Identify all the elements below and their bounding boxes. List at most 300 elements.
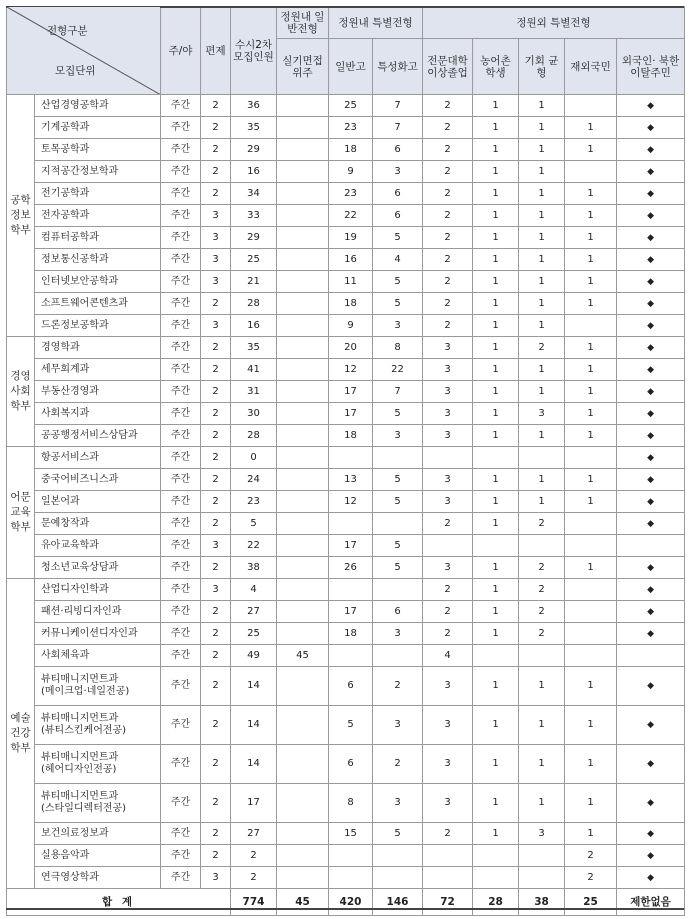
day-night-cell: 주간 <box>161 117 201 139</box>
quota-cell: 16 <box>231 161 277 183</box>
table-row <box>7 867 685 889</box>
department-name: 인터넷보안공학과 <box>41 275 119 287</box>
foreigner-cell: ◆ <box>617 293 685 315</box>
opportunity-cell: 1 <box>519 381 565 403</box>
college-grad-cell: 4 <box>423 645 473 667</box>
table-row <box>7 784 685 823</box>
quota-cell: 5 <box>231 513 277 535</box>
department-name: 경영학과 <box>41 341 80 353</box>
overseas-cell: 1 <box>565 205 617 227</box>
vocational-hs-cell <box>373 867 423 889</box>
overseas-cell <box>565 315 617 337</box>
department-name: 세무회계과 <box>41 363 90 375</box>
day-night-cell: 주간 <box>161 784 201 823</box>
quota-cell: 36 <box>231 95 277 117</box>
foreigner-cell: ◆ <box>617 139 685 161</box>
department-major: (스타일디렉터전공) <box>41 803 127 814</box>
opportunity-cell: 1 <box>519 491 565 513</box>
general-cell <box>277 557 329 579</box>
day-night-cell: 주간 <box>161 139 201 161</box>
regular-hs-cell: 17 <box>329 601 373 623</box>
rural-cell: 1 <box>473 513 519 535</box>
rural-cell: 1 <box>473 381 519 403</box>
general-cell <box>277 784 329 823</box>
department-name: 뷰티매니지먼트과 <box>41 752 119 763</box>
department-cell <box>35 293 161 315</box>
general-cell <box>277 706 329 745</box>
department-cell <box>35 403 161 425</box>
admission-quota-table <box>6 6 685 916</box>
college-grad-cell: 2 <box>423 601 473 623</box>
quota-cell: 14 <box>231 745 277 784</box>
table-row <box>7 205 685 227</box>
rural-cell: 1 <box>473 95 519 117</box>
program-cell: 3 <box>201 249 231 271</box>
general-cell <box>277 183 329 205</box>
rural-cell: 1 <box>473 403 519 425</box>
department-name: 중국어비즈니스과 <box>41 473 119 485</box>
department-major: (메이크업·네일전공) <box>41 686 130 697</box>
quota-cell: 31 <box>231 381 277 403</box>
department-name: 커뮤니케이션디자인과 <box>41 627 138 639</box>
program-cell: 2 <box>201 95 231 117</box>
header-vocational-highschool: 특성화고 <box>373 39 423 95</box>
day-night-cell: 주간 <box>161 469 201 491</box>
table-row <box>7 249 685 271</box>
foreigner-cell <box>617 645 685 667</box>
overseas-cell: 1 <box>565 823 617 845</box>
vocational-hs-cell: 7 <box>373 95 423 117</box>
foreigner-cell: ◆ <box>617 623 685 645</box>
regular-hs-cell: 8 <box>329 784 373 823</box>
vocational-hs-cell: 6 <box>373 183 423 205</box>
overseas-cell: 1 <box>565 425 617 447</box>
overseas-cell <box>565 513 617 535</box>
general-cell: 45 <box>277 645 329 667</box>
general-cell <box>277 403 329 425</box>
day-night-cell: 주간 <box>161 623 201 645</box>
table-row <box>7 183 685 205</box>
total-row <box>7 889 685 916</box>
college-grad-cell: 2 <box>423 227 473 249</box>
foreigner-cell: ◆ <box>617 95 685 117</box>
general-cell <box>277 491 329 513</box>
overseas-cell: 1 <box>565 227 617 249</box>
department-cell <box>35 447 161 469</box>
division-cell: 예술 건강 학부 <box>7 579 35 889</box>
opportunity-cell: 2 <box>519 623 565 645</box>
division-cell: 어문 교육 학부 <box>7 447 35 579</box>
college-grad-cell: 2 <box>423 293 473 315</box>
total-regular-hs-cell: 420 <box>329 889 373 916</box>
quota-cell: 25 <box>231 249 277 271</box>
overseas-cell: 1 <box>565 784 617 823</box>
department-name: 일본어과 <box>41 495 80 507</box>
foreigner-cell: ◆ <box>617 845 685 867</box>
foreigner-cell: ◆ <box>617 491 685 513</box>
header-day-night: 주/야 <box>161 7 201 95</box>
opportunity-cell: 2 <box>519 557 565 579</box>
college-grad-cell: 3 <box>423 337 473 359</box>
rural-cell: 1 <box>473 557 519 579</box>
vocational-hs-cell: 2 <box>373 745 423 784</box>
table-row <box>7 623 685 645</box>
regular-hs-cell: 18 <box>329 293 373 315</box>
rural-cell: 1 <box>473 161 519 183</box>
day-night-cell: 주간 <box>161 205 201 227</box>
department-cell <box>35 784 161 823</box>
rural-cell <box>473 535 519 557</box>
department-name: 항공서비스과 <box>41 451 99 463</box>
foreigner-cell: ◆ <box>617 315 685 337</box>
department-cell <box>35 183 161 205</box>
vocational-hs-cell: 6 <box>373 205 423 227</box>
regular-hs-cell: 6 <box>329 667 373 706</box>
day-night-cell: 주간 <box>161 425 201 447</box>
opportunity-cell: 2 <box>519 579 565 601</box>
regular-hs-cell <box>329 867 373 889</box>
opportunity-cell: 2 <box>519 337 565 359</box>
rural-cell: 1 <box>473 623 519 645</box>
vocational-hs-cell: 3 <box>373 315 423 337</box>
opportunity-cell: 2 <box>519 513 565 535</box>
college-grad-cell <box>423 447 473 469</box>
quota-cell: 28 <box>231 425 277 447</box>
table-row <box>7 315 685 337</box>
college-grad-cell: 3 <box>423 381 473 403</box>
rural-cell: 1 <box>473 579 519 601</box>
day-night-cell: 주간 <box>161 845 201 867</box>
header-foreigner-defector: 외국인· 북한이탈주민 <box>617 39 685 95</box>
header-general-group: 정원내 일반전형 <box>277 7 329 39</box>
vocational-hs-cell: 4 <box>373 249 423 271</box>
table-row <box>7 823 685 845</box>
quota-cell: 2 <box>231 867 277 889</box>
quota-cell: 29 <box>231 227 277 249</box>
department-name: 패션·리빙디자인과 <box>41 605 122 617</box>
day-night-cell: 주간 <box>161 381 201 403</box>
opportunity-cell: 1 <box>519 469 565 491</box>
table-row <box>7 447 685 469</box>
opportunity-cell: 1 <box>519 117 565 139</box>
overseas-cell: 1 <box>565 271 617 293</box>
vocational-hs-cell: 3 <box>373 784 423 823</box>
program-cell: 3 <box>201 579 231 601</box>
foreigner-cell: ◆ <box>617 579 685 601</box>
vocational-hs-cell: 3 <box>373 425 423 447</box>
overseas-cell <box>565 161 617 183</box>
department-cell <box>35 601 161 623</box>
regular-hs-cell: 17 <box>329 381 373 403</box>
overseas-cell: 1 <box>565 359 617 381</box>
program-cell: 3 <box>201 271 231 293</box>
regular-hs-cell: 9 <box>329 315 373 337</box>
program-cell: 2 <box>201 359 231 381</box>
quota-cell: 2 <box>231 845 277 867</box>
regular-hs-cell: 20 <box>329 337 373 359</box>
overseas-cell <box>565 623 617 645</box>
general-cell <box>277 95 329 117</box>
table-row <box>7 161 685 183</box>
day-night-cell: 주간 <box>161 403 201 425</box>
table-row <box>7 271 685 293</box>
program-cell: 2 <box>201 337 231 359</box>
quota-cell: 28 <box>231 293 277 315</box>
quota-cell: 33 <box>231 205 277 227</box>
overseas-cell: 1 <box>565 667 617 706</box>
day-night-cell: 주간 <box>161 601 201 623</box>
department-name: 청소년교육상담과 <box>41 561 119 573</box>
corner-recruit-unit-label: 모집단위 <box>55 65 96 77</box>
vocational-hs-cell <box>373 645 423 667</box>
regular-hs-cell: 17 <box>329 403 373 425</box>
rural-cell: 1 <box>473 667 519 706</box>
total-overseas-cell: 25 <box>565 889 617 916</box>
department-cell <box>35 337 161 359</box>
department-name: 전기공학과 <box>41 187 90 199</box>
college-grad-cell: 3 <box>423 491 473 513</box>
rural-cell: 1 <box>473 139 519 161</box>
vocational-hs-cell <box>373 579 423 601</box>
quota-cell: 17 <box>231 784 277 823</box>
program-cell: 2 <box>201 469 231 491</box>
program-cell: 2 <box>201 293 231 315</box>
overseas-cell: 1 <box>565 381 617 403</box>
day-night-cell: 주간 <box>161 315 201 337</box>
total-label: 합 계 <box>7 889 231 916</box>
quota-cell: 35 <box>231 337 277 359</box>
table-row <box>7 403 685 425</box>
department-cell <box>35 667 161 706</box>
foreigner-cell: ◆ <box>617 249 685 271</box>
rural-cell: 1 <box>473 425 519 447</box>
department-name: 뷰티매니지먼트과 <box>41 674 119 685</box>
department-cell <box>35 535 161 557</box>
header-corner-cell <box>7 7 161 95</box>
header-program: 편제 <box>201 7 231 95</box>
total-foreigner-cell: 제한없음 <box>617 889 685 916</box>
college-grad-cell: 2 <box>423 183 473 205</box>
table-row <box>7 469 685 491</box>
department-name: 지적공간정보학과 <box>41 165 119 177</box>
general-cell <box>277 337 329 359</box>
day-night-cell: 주간 <box>161 823 201 845</box>
department-name: 사회복지과 <box>41 407 90 419</box>
rural-cell: 1 <box>473 183 519 205</box>
vocational-hs-cell: 5 <box>373 557 423 579</box>
regular-hs-cell: 11 <box>329 271 373 293</box>
quota-cell: 14 <box>231 667 277 706</box>
opportunity-cell: 1 <box>519 271 565 293</box>
college-grad-cell: 2 <box>423 579 473 601</box>
day-night-cell: 주간 <box>161 183 201 205</box>
overseas-cell <box>565 579 617 601</box>
rural-cell: 1 <box>473 227 519 249</box>
foreigner-cell: ◆ <box>617 784 685 823</box>
rural-cell: 1 <box>473 205 519 227</box>
department-name: 정보통신공학과 <box>41 253 109 265</box>
day-night-cell: 주간 <box>161 513 201 535</box>
table-row <box>7 601 685 623</box>
opportunity-cell: 1 <box>519 745 565 784</box>
regular-hs-cell: 12 <box>329 359 373 381</box>
program-cell: 3 <box>201 315 231 337</box>
regular-hs-cell <box>329 513 373 535</box>
foreigner-cell: ◆ <box>617 183 685 205</box>
day-night-cell: 주간 <box>161 271 201 293</box>
general-cell <box>277 205 329 227</box>
vocational-hs-cell: 5 <box>373 271 423 293</box>
general-cell <box>277 293 329 315</box>
foreigner-cell: ◆ <box>617 706 685 745</box>
day-night-cell: 주간 <box>161 447 201 469</box>
foreigner-cell: ◆ <box>617 117 685 139</box>
foreigner-cell: ◆ <box>617 667 685 706</box>
foreigner-cell: ◆ <box>617 359 685 381</box>
overseas-cell: 1 <box>565 293 617 315</box>
foreigner-cell: ◆ <box>617 557 685 579</box>
day-night-cell: 주간 <box>161 645 201 667</box>
college-grad-cell: 3 <box>423 557 473 579</box>
college-grad-cell: 3 <box>423 745 473 784</box>
general-cell <box>277 667 329 706</box>
table-row <box>7 706 685 745</box>
opportunity-cell: 1 <box>519 227 565 249</box>
overseas-cell: 1 <box>565 706 617 745</box>
foreigner-cell: ◆ <box>617 403 685 425</box>
total-rural-cell: 28 <box>473 889 519 916</box>
regular-hs-cell: 16 <box>329 249 373 271</box>
overseas-cell <box>565 645 617 667</box>
opportunity-cell <box>519 845 565 867</box>
opportunity-cell: 1 <box>519 205 565 227</box>
department-cell <box>35 425 161 447</box>
table-bottom-rule <box>6 908 684 910</box>
vocational-hs-cell: 3 <box>373 706 423 745</box>
department-cell <box>35 359 161 381</box>
department-cell <box>35 645 161 667</box>
general-cell <box>277 513 329 535</box>
overseas-cell <box>565 95 617 117</box>
opportunity-cell: 1 <box>519 784 565 823</box>
opportunity-cell <box>519 645 565 667</box>
overseas-cell: 1 <box>565 557 617 579</box>
quota-cell: 34 <box>231 183 277 205</box>
header-general-sub: 실기면접 위주 <box>277 39 329 95</box>
vocational-hs-cell: 6 <box>373 601 423 623</box>
department-cell <box>35 845 161 867</box>
day-night-cell: 주간 <box>161 227 201 249</box>
header-overseas-korean: 재외국민 <box>565 39 617 95</box>
program-cell: 2 <box>201 745 231 784</box>
vocational-hs-cell: 5 <box>373 823 423 845</box>
department-name: 기계공학과 <box>41 121 90 133</box>
vocational-hs-cell: 3 <box>373 161 423 183</box>
department-name: 전자공학과 <box>41 209 90 221</box>
table-row <box>7 513 685 535</box>
regular-hs-cell: 22 <box>329 205 373 227</box>
table-row <box>7 845 685 867</box>
department-cell <box>35 579 161 601</box>
department-major: (뷰티스킨케어전공) <box>41 725 127 736</box>
general-cell <box>277 469 329 491</box>
department-name: 산업경영공학과 <box>41 99 109 111</box>
department-cell <box>35 491 161 513</box>
department-cell <box>35 271 161 293</box>
table-row <box>7 293 685 315</box>
day-night-cell: 주간 <box>161 293 201 315</box>
rural-cell: 1 <box>473 337 519 359</box>
day-night-cell: 주간 <box>161 491 201 513</box>
foreigner-cell: ◆ <box>617 601 685 623</box>
vocational-hs-cell: 5 <box>373 293 423 315</box>
program-cell: 2 <box>201 784 231 823</box>
overseas-cell: 1 <box>565 337 617 359</box>
day-night-cell: 주간 <box>161 867 201 889</box>
rural-cell: 1 <box>473 784 519 823</box>
vocational-hs-cell <box>373 513 423 535</box>
day-night-cell: 주간 <box>161 249 201 271</box>
program-cell: 2 <box>201 139 231 161</box>
regular-hs-cell: 13 <box>329 469 373 491</box>
vocational-hs-cell: 5 <box>373 535 423 557</box>
quota-cell: 30 <box>231 403 277 425</box>
department-name: 문예창작과 <box>41 517 90 529</box>
foreigner-cell: ◆ <box>617 425 685 447</box>
rural-cell: 1 <box>473 601 519 623</box>
rural-cell: 1 <box>473 117 519 139</box>
department-cell <box>35 623 161 645</box>
general-cell <box>277 867 329 889</box>
department-name: 부동산경영과 <box>41 385 99 397</box>
rural-cell: 1 <box>473 315 519 337</box>
quota-cell: 23 <box>231 491 277 513</box>
department-cell <box>35 205 161 227</box>
overseas-cell <box>565 601 617 623</box>
college-grad-cell: 3 <box>423 403 473 425</box>
department-name: 연극영상학과 <box>41 871 99 883</box>
opportunity-cell: 3 <box>519 823 565 845</box>
overseas-cell: 1 <box>565 745 617 784</box>
regular-hs-cell <box>329 645 373 667</box>
overseas-cell: 1 <box>565 491 617 513</box>
department-cell <box>35 95 161 117</box>
day-night-cell: 주간 <box>161 359 201 381</box>
college-grad-cell: 2 <box>423 161 473 183</box>
foreigner-cell <box>617 535 685 557</box>
day-night-cell: 주간 <box>161 161 201 183</box>
college-grad-cell: 3 <box>423 469 473 491</box>
overseas-cell: 1 <box>565 139 617 161</box>
foreigner-cell: ◆ <box>617 205 685 227</box>
department-cell <box>35 117 161 139</box>
college-grad-cell: 2 <box>423 513 473 535</box>
vocational-hs-cell: 2 <box>373 667 423 706</box>
opportunity-cell: 1 <box>519 161 565 183</box>
total-vocational-hs-cell: 146 <box>373 889 423 916</box>
foreigner-cell: ◆ <box>617 447 685 469</box>
college-grad-cell: 3 <box>423 706 473 745</box>
regular-hs-cell: 9 <box>329 161 373 183</box>
general-cell <box>277 227 329 249</box>
general-cell <box>277 425 329 447</box>
overseas-cell: 1 <box>565 249 617 271</box>
program-cell: 2 <box>201 645 231 667</box>
table-row <box>7 535 685 557</box>
regular-hs-cell <box>329 579 373 601</box>
college-grad-cell: 3 <box>423 784 473 823</box>
quota-cell: 27 <box>231 823 277 845</box>
